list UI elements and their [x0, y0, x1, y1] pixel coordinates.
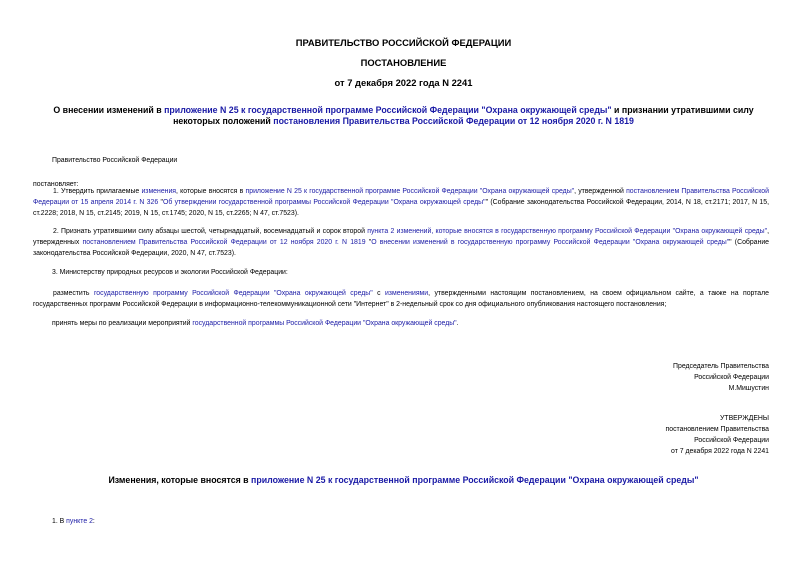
link-state-program[interactable]: государственную программу Российской Федерации "Охрана окружающей среды"	[93, 290, 373, 297]
changes-title	[0, 475, 807, 486]
signature-line: Российской Федерации	[694, 374, 769, 381]
title-text: и признании утратившими силу некоторых положений	[173, 105, 754, 126]
paragraph-text: " (Собрание законодательства Российской Федерации, 2014, N 18, ст.2171; 2017, N 15, ст.2228; 2018, N 15, ст.2145; 2019, N 15, ст.1745; 2020, N 15, ст.2265; N 47, ст.7523).	[33, 199, 769, 217]
decrees-label: постановляет:	[33, 181, 79, 188]
signature-block	[673, 361, 769, 394]
link-program-changes[interactable]: О внесении изменений в государственную программу Российской Федерации "Охрана окружающей среды"	[371, 239, 730, 246]
paragraph-text: разместить	[53, 290, 94, 297]
approved-line: от 7 декабря 2022 года N 2241	[671, 448, 769, 455]
doc-type-heading: ПОСТАНОВЛЕНИЕ	[360, 57, 447, 68]
paragraph-text: 1. В	[52, 518, 67, 525]
link-resolution-326[interactable]: постановлением Правительства Российской Федерации от 15 апреля 2014 г. N 326	[33, 188, 769, 206]
paragraph-text: "	[158, 199, 163, 206]
document-title	[50, 105, 757, 127]
approved-line: Российской Федерации	[694, 437, 769, 444]
paragraph-text: " (Собрание законодательства Российской Федерации, 2020, N 47, ст.7523).	[33, 239, 769, 257]
paragraph-text: 2. Признать утратившими силу абзацы шестой, четырнадцатый, восемнадцатый и сорок второй	[53, 228, 368, 235]
paragraph-item-3b	[52, 318, 459, 329]
paragraph-item-3: 3. Министерству природных ресурсов и экологии Российской Федерации:	[52, 269, 288, 276]
paragraph-text: , утвержденными настоящим постановлением, на своем официальном сайте, а также на портале государственных программ Российской Федерации в информационно-телекоммуникационной сети "Интернет" в 2-недельный срок со дня официального опубликования настоящего постановления;	[33, 290, 769, 308]
signature-line: Председатель Правительства	[673, 363, 769, 370]
org-heading: ПРАВИТЕЛЬСТВО РОССИЙСКОЙ ФЕДЕРАЦИИ	[295, 37, 512, 48]
approved-line: УТВЕРЖДЕНЫ	[720, 415, 769, 422]
title-text: О внесении изменений в	[53, 105, 165, 115]
changes-item-1	[52, 516, 95, 527]
paragraph-text: принять меры по реализации мероприятий	[52, 320, 193, 327]
link-appendix-25[interactable]: приложение N 25 к государственной программе Российской Федерации "Охрана окружающей среды"	[164, 105, 612, 115]
paragraph-text: , утвержденных	[33, 228, 769, 246]
paragraph-text: 1. Утвердить прилагаемые	[53, 188, 142, 195]
approved-block	[666, 413, 770, 457]
link-changes[interactable]: изменения	[141, 188, 177, 195]
paragraph-text: , которые вносятся в	[176, 188, 246, 195]
paragraph-text: , утвержденной	[574, 188, 627, 195]
paragraph-item-1	[33, 186, 769, 219]
link-point-2-changes[interactable]: пункта 2 изменений, которые вносятся в государственную программу Российской Федерации "Охрана окружающей среды"	[367, 228, 768, 235]
link-program-approval[interactable]: Об утверждении государственной программы Российской Федерации "Охрана окружающей среды"	[162, 199, 486, 206]
paragraph-item-2	[33, 226, 769, 259]
link-changes[interactable]: изменениями	[384, 290, 429, 297]
link-appendix-25[interactable]: приложение N 25 к государственной программе Российской Федерации "Охрана окружающей среды"	[245, 188, 575, 195]
approved-line: постановлением Правительства	[665, 426, 769, 433]
paragraph-text: :	[92, 518, 95, 525]
link-resolution-1819[interactable]: постановлением Правительства Российской Федерации от 12 ноября 2020 г. N 1819	[82, 239, 366, 246]
link-state-program[interactable]: государственной программы Российской Федерации "Охрана окружающей среды"	[192, 320, 457, 327]
government-label: Правительство Российской Федерации	[52, 157, 178, 164]
title-text: Изменения, которые вносятся в	[108, 475, 252, 485]
link-resolution-1819[interactable]: постановления Правительства Российской Федерации от 12 ноября 2020 г. N 1819	[273, 116, 634, 126]
link-point-2[interactable]: пункте 2	[66, 518, 93, 525]
paragraph-item-3a	[33, 288, 769, 310]
paragraph-text: .	[456, 320, 459, 327]
paragraph-text: с	[372, 290, 385, 297]
signature-name: М.Мишустин	[728, 385, 769, 392]
link-appendix-25[interactable]: приложение N 25 к государственной программе Российской Федерации "Охрана окружающей среды"	[251, 475, 699, 485]
date-number-heading: от 7 декабря 2022 года N 2241	[334, 77, 473, 88]
paragraph-text: "	[365, 239, 372, 246]
